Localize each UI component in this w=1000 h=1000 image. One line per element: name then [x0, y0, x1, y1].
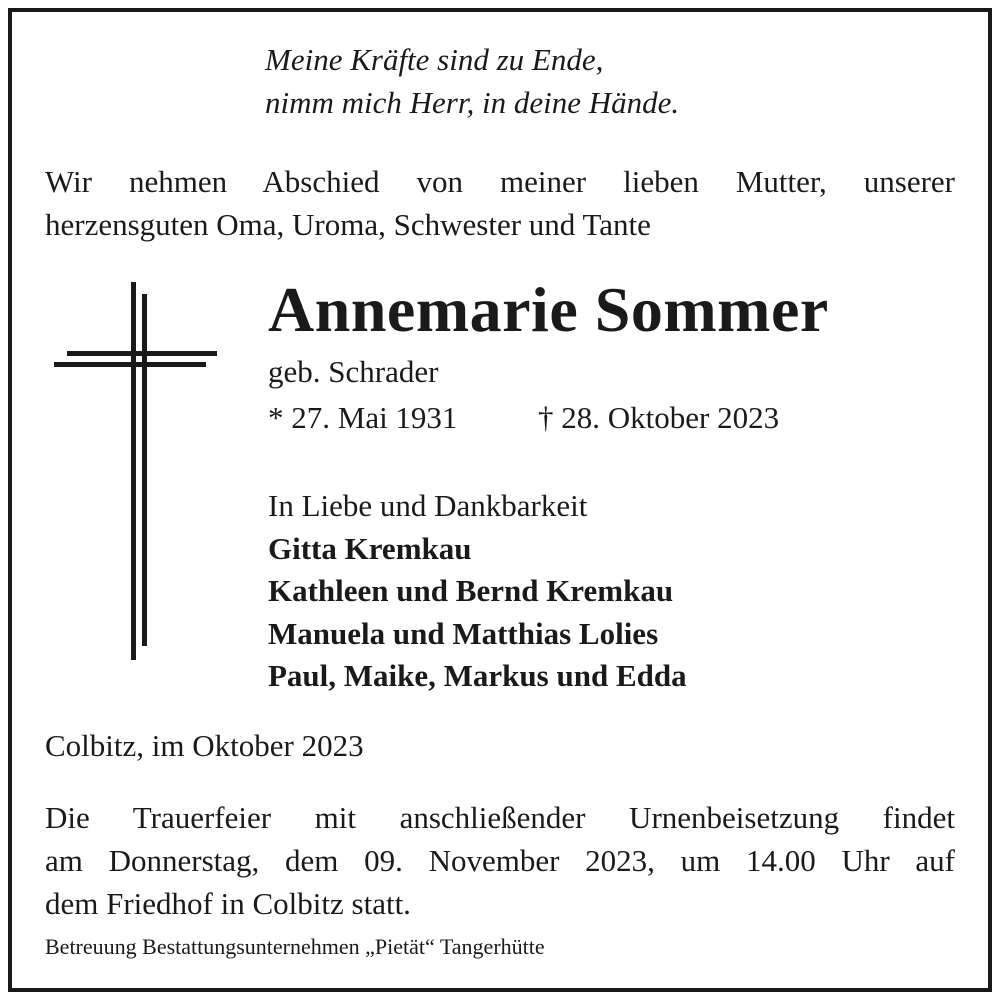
motto-verse [265, 38, 679, 124]
mourner-name: Gitta Kremkau [268, 530, 472, 566]
mourners-intro: In Liebe und Dankbarkeit [268, 488, 588, 523]
funeral-home-credit: Betreuung Bestattungsunternehmen „Pietät“ Tangerhütte [45, 934, 545, 959]
intro-text [45, 160, 955, 246]
life-dates [268, 398, 780, 438]
mourner-name: Manuela und Matthias Lolies [268, 615, 659, 651]
death-date: † 28. Oktober 2023 [538, 400, 780, 435]
service-line: am Donnerstag, dem 09. November 2023, um 14.00 Uhr auf [45, 843, 955, 878]
service-info [45, 796, 955, 925]
cross-icon [50, 282, 220, 662]
maiden-name: geb. Schrader [268, 354, 439, 389]
motto-line: Meine Kräfte sind zu Ende, [265, 42, 604, 77]
service-line: Die Trauerfeier mit anschließender Urnenbeisetzung findet [45, 800, 955, 835]
place-date: Colbitz, im Oktober 2023 [45, 728, 364, 763]
service-line: dem Friedhof in Colbitz statt. [45, 886, 411, 921]
mourner-name: Kathleen und Bernd Kremkau [268, 573, 674, 608]
birth-date: * 27. Mai 1931 [268, 400, 458, 435]
deceased-name: Annemarie Sommer [268, 274, 829, 345]
motto-line: nimm mich Herr, in deine Hände. [265, 85, 680, 120]
mourners-block [268, 485, 687, 698]
intro-line: herzensguten Oma, Uroma, Schwester und Tante [45, 207, 651, 242]
mourner-name: Paul, Maike, Markus und Edda [268, 658, 687, 693]
intro-line: Wir nehmen Abschied von meiner lieben Mutter, unserer [45, 164, 955, 199]
